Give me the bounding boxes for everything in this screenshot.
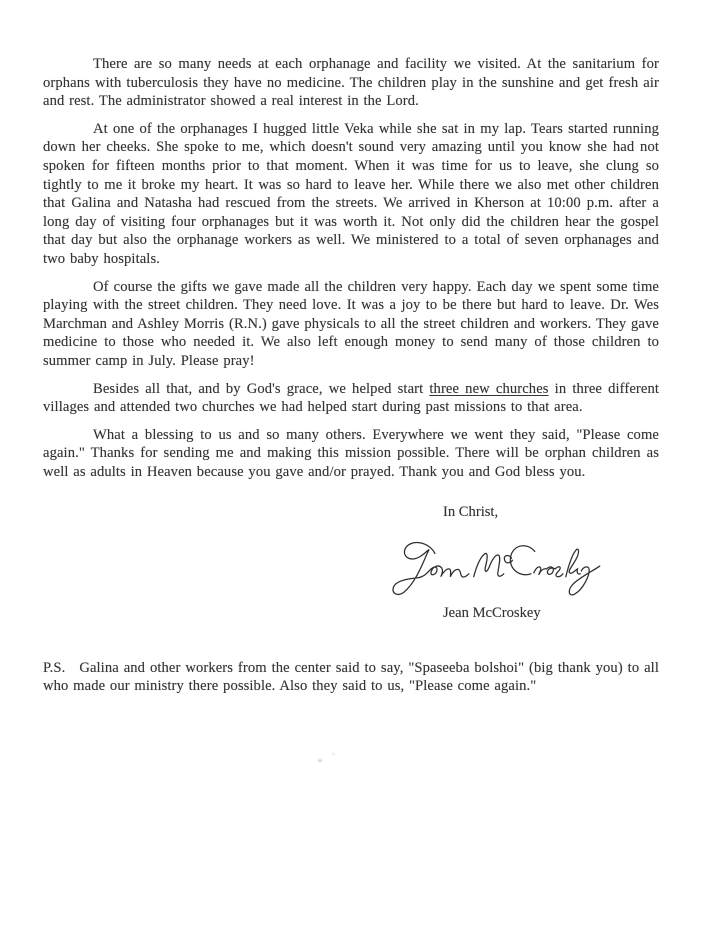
paragraph-blessing: What a blessing to us and so many others. Everywhere we went they said, "Please come again." Thanks for sending me and making this mission possible. There will be orphan children as well as adults in Heaven because you gave and/or prayed. Thank you and God bless you. bbox=[43, 426, 659, 480]
postscript-text: Galina and other workers from the center said to say, "Spaseeba bolshoi" (big thank you) to all who made our ministry there possible. Also they said to us, "Please come again." bbox=[43, 659, 659, 695]
postscript bbox=[43, 659, 659, 696]
scan-artifact-speck bbox=[332, 753, 335, 755]
signature-svg bbox=[387, 536, 605, 600]
signature-handwritten bbox=[387, 536, 605, 600]
paragraph-veka: At one of the orphanages I hugged little Veka while she sat in my lap. Tears started running down her cheeks. She spoke to me, which doesn't sound very amazing until you know she had not spoken for fifteen months prior to that moment. When it was time for us to leave, she clung so tightly to me it broke my heart. It was so hard to leave her. While there we also met other children that Galina and Natasha had rescued from the streets. We arrived in Kherson at 10:00 p.m. after a long day of visiting four orphanages but it was worth it. Not only did the children hear the gospel that day but also the orphanage workers as well. We ministered to a total of seven orphanages and two baby hospitals. bbox=[43, 120, 659, 267]
signature-typed-name: Jean McCroskey bbox=[443, 605, 541, 622]
scan-artifact-speck bbox=[318, 759, 322, 762]
paragraph-needs: There are so many needs at each orphanage and facility we visited. At the sanitarium for orphans with tuberculosis they have no medicine. The children play in the sunshine and get fresh air and rest. The administrator showed a real interest in the Lord. bbox=[43, 56, 659, 110]
paragraph-churches-post: in three different villages and attended two churches we had helped start during past missions to that area. bbox=[43, 380, 659, 416]
underlined-phrase: three new churches bbox=[429, 380, 549, 397]
closing-block bbox=[43, 503, 659, 622]
letter-body bbox=[43, 55, 659, 696]
postscript-label: P.S. bbox=[43, 659, 66, 676]
paragraph-churches-pre: Besides all that, and by God's grace, we helped start bbox=[93, 380, 430, 397]
paragraph-gifts: Of course the gifts we gave made all the children very happy. Each day we spent some time playing with the street children. They need love. It was a joy to be there but hard to leave. Dr. Wes Marchman and Ashley Morris (R.N.) gave physicals to all the street children and workers. They gave medicine to those who needed it. We also left enough money to send many of those children to summer camp in July. Please pray! bbox=[43, 278, 659, 369]
closing-salutation: In Christ, bbox=[443, 504, 499, 521]
paragraph-churches bbox=[43, 380, 659, 417]
